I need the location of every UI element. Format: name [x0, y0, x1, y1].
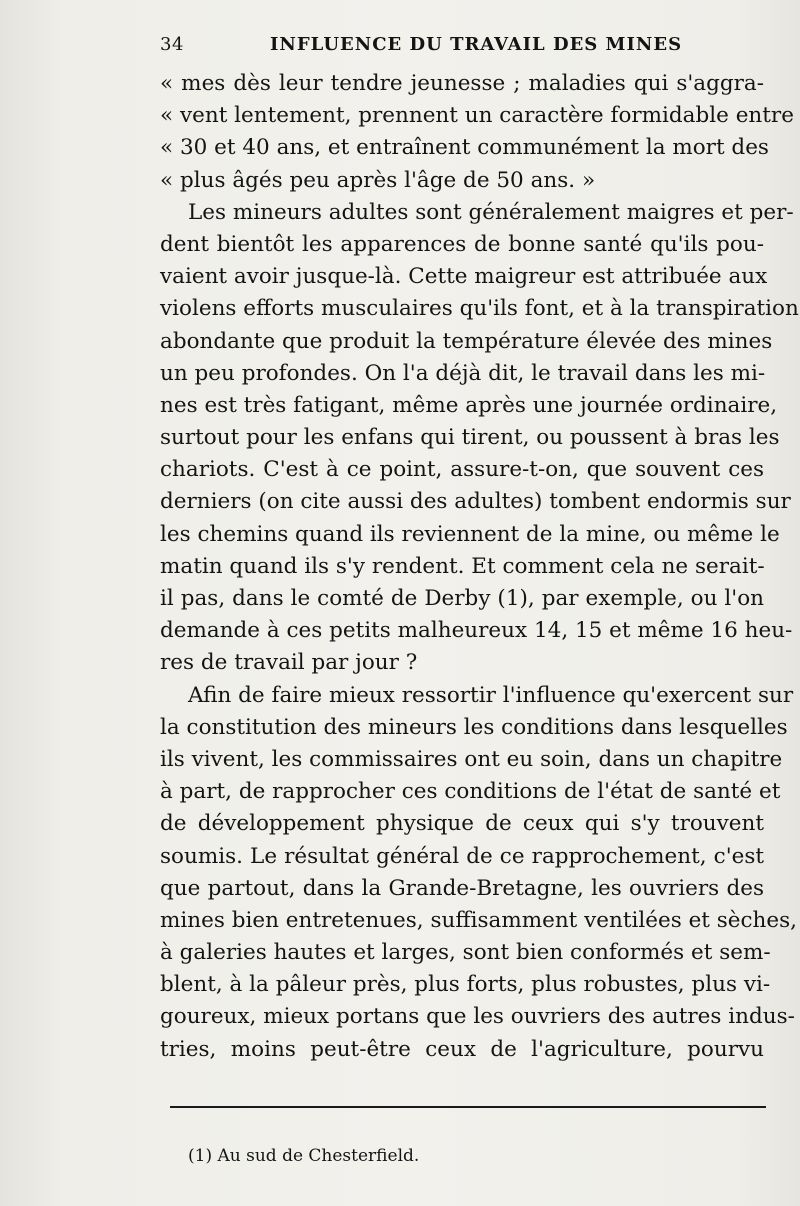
- text-line: mines bien entretenues, suffisamment ventilées et sèches,: [160, 907, 798, 933]
- text-line: vaient avoir jusque-là. Cette maigreur est attribuée aux: [160, 264, 768, 290]
- text-line: nes est très fatigant, même après une journée ordinaire,: [160, 392, 778, 418]
- text-line: « plus âgés peu après l'âge de 50 ans. »: [160, 167, 596, 193]
- text-line: à galeries hautes et larges, sont bien conformés et sem-: [160, 940, 771, 966]
- text-line: un peu profondes. On l'a déjà dit, le travail dans les mi-: [160, 360, 766, 386]
- text-line: de développement physique de ceux qui s'y trouvent: [160, 811, 764, 837]
- text-line: Les mineurs adultes sont généralement maigres et per-: [188, 199, 794, 225]
- text-line: « 30 et 40 ans, et entraînent communément la mort des: [160, 135, 769, 161]
- text-line: demande à ces petits malheureux 14, 15 et même 16 heu-: [160, 618, 793, 644]
- text-line: tries, moins peut-être ceux de l'agriculture, pourvu: [160, 1036, 764, 1062]
- text-line: que partout, dans la Grande-Bretagne, les ouvriers des: [160, 875, 764, 901]
- text-line: res de travail par jour ?: [160, 650, 418, 676]
- text-line: goureux, mieux portans que les ouvriers des autres indus-: [160, 1004, 795, 1030]
- text-line: violens efforts musculaires qu'ils font, et à la transpiration: [160, 296, 799, 322]
- text-line: dent bientôt les apparences de bonne santé qu'ils pou-: [160, 231, 764, 257]
- text-line: à part, de rapprocher ces conditions de l'état de santé et: [160, 779, 781, 805]
- text-line: abondante que produit la température élevée des mines: [160, 328, 773, 354]
- text-line: il pas, dans le comté de Derby (1), par exemple, ou l'on: [160, 586, 764, 611]
- text-line: la constitution des mineurs les conditions dans lesquelles: [160, 714, 788, 740]
- text-line: chariots. C'est à ce point, assure-t-on, que souvent ces: [160, 457, 764, 483]
- footnote: (1) Au sud de Chesterfield.: [188, 1146, 420, 1166]
- text-line: « vent lentement, prennent un caractère formidable entre: [160, 103, 794, 129]
- footnote-rule: [170, 1106, 766, 1108]
- text-line: Afin de faire mieux ressortir l'influence qu'exercent sur: [188, 682, 794, 708]
- running-title: INFLUENCE DU TRAVAIL DES MINES: [270, 34, 683, 55]
- text-line: ils vivent, les commissaires ont eu soin, dans un chapitre: [160, 746, 783, 772]
- text-line: soumis. Le résultat général de ce rapprochement, c'est: [160, 843, 764, 869]
- text-line: les chemins quand ils reviennent de la mine, ou même le: [160, 521, 780, 547]
- text-line: surtout pour les enfans qui tirent, ou poussent à bras les: [160, 425, 780, 451]
- text-line: matin quand ils s'y rendent. Et comment cela ne serait-: [160, 553, 765, 579]
- running-head: [160, 30, 760, 64]
- body-text: [160, 68, 799, 1066]
- page-number: 34: [160, 34, 184, 55]
- text-line: « mes dès leur tendre jeunesse ; maladies qui s'aggra-: [160, 71, 764, 96]
- text-line: derniers (on cite aussi des adultes) tombent endormis sur: [160, 489, 791, 515]
- text-line: blent, à la pâleur près, plus forts, plus robustes, plus vi-: [160, 972, 771, 998]
